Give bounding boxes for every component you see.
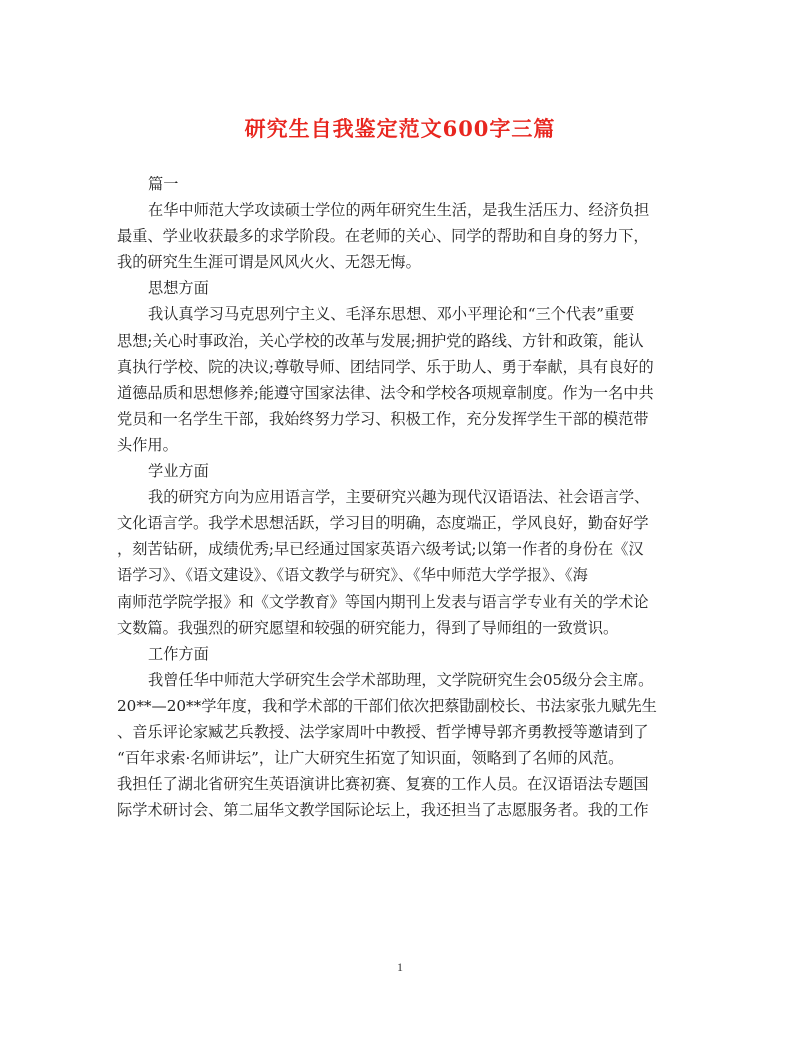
page-number: 1 [397,960,403,974]
text-line: 思想;关心时事政治，关心学校的改革与发展;拥护党的路线、方针和政策，能认 [117,331,644,350]
text-line: 最重、学业收获最多的求学阶段。在老师的关心、同学的帮助和自身的努力下， [117,227,649,246]
text-line: 道德品质和思想修养;能遵守国家法律、法令和学校各项规章制度。作为一名中共 [117,383,654,402]
text-line: 我认真学习马克思列宁主义、毛泽东思想、邓小平理论和“三个代表”重要 [148,305,635,324]
document-title: 研究生自我鉴定范文600字三篇 [244,116,556,141]
text-line: 我的研究方向为应用语言学，主要研究兴趣为现代汉语语法、社会语言学、 [148,488,650,507]
section-heading: 篇一 [148,175,179,193]
section-heading: 学业方面 [148,462,209,481]
text-line: 我的研究生生涯可谓是风风火火、无怨无悔。 [117,253,421,272]
text-line: 、音乐评论家臧艺兵教授、法学家周叶中教授、哲学博导郭齐勇教授等邀请到了 [117,722,649,741]
text-line: 党员和一名学生干部，我始终努力学习、积极工作，充分发挥学生干部的模范带 [117,409,649,428]
text-line: 在华中师范大学攻读硕士学位的两年研究生生活，是我生活压力、经济负担 [148,201,650,220]
text-line: 语学习》、《语文建设》、《语文教学与研究》、《华中师范大学学报》、《海 [117,566,588,585]
text-line: 我曾任华中师范大学研究生会学术部助理，文学院研究生会05级分会主席。 [148,670,654,689]
text-line: 20**—20**学年度，我和学术部的干部们依次把蔡勖副校长、书法家张九赋先生 [117,696,657,715]
text-line: “百年求索·名师讲坛”，让广大研究生拓宽了知识面，领略到了名师的风范。 [117,749,624,768]
text-line: 我担任了湖北省研究生英语演讲比赛初赛、复赛的工作人员。在汉语语法专题国 [117,775,649,794]
text-line: 真执行学校、院的决议;尊敬导师、团结同学、乐于助人、勇于奉献，具有良好的 [117,357,654,376]
text-line: 文数篇。我强烈的研究愿望和较强的研究能力，得到了导师组的一致赏识。 [117,618,619,637]
text-line: 南师范学院学报》和《文学教育》等国内期刊上发表与语言学专业有关的学术论 [117,592,649,611]
text-line: 际学术研讨会、第二届华文教学国际论坛上，我还担当了志愿服务者。我的工作 [117,801,649,820]
section-heading: 工作方面 [148,644,209,663]
text-line: 头作用。 [117,435,178,454]
text-line: 文化语言学。我学术思想活跃，学习目的明确，态度端正，学风良好，勤奋好学 [117,514,649,533]
text-line: ，刻苦钻研，成绩优秀;早已经通过国家英语六级考试;以第一作者的身份在《汉 [117,540,644,559]
section-heading: 思想方面 [148,279,209,298]
document-body [117,171,683,823]
